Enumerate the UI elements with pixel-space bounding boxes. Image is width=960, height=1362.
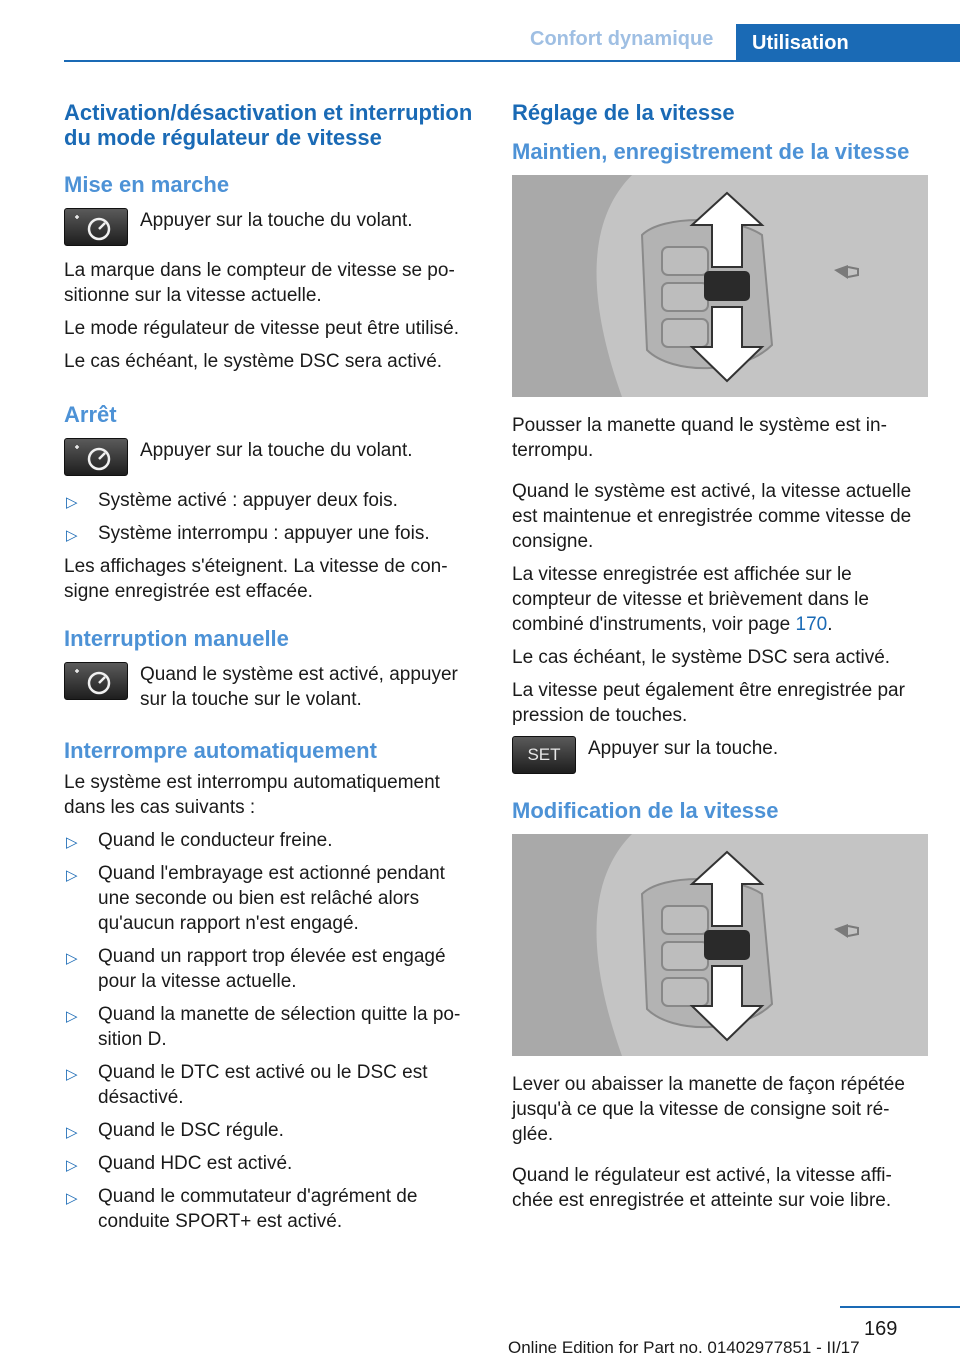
on-paragraph-2: Le mode régulateur de vitesse peut être utilisé. xyxy=(64,318,460,339)
page-number: 169 xyxy=(864,1318,898,1340)
list-item: ▷ Quand la manette de sélection quitte la po-sition D. xyxy=(66,1004,461,1050)
off-paragraph-1: Les affichages s'éteignent. La vitesse de con-signe enregistrée est effacée. xyxy=(64,556,448,602)
triangle-bullet-icon: ▷ xyxy=(66,494,78,511)
cruise-control-button-icon xyxy=(64,438,128,476)
header-rule xyxy=(64,60,736,62)
triangle-bullet-icon: ▷ xyxy=(66,834,78,851)
off-list xyxy=(64,488,480,546)
section-heading-speed: Réglage de la vitesse xyxy=(512,100,735,125)
page-header xyxy=(0,0,960,62)
page-link[interactable]: 170 xyxy=(795,614,828,635)
set-icon-text: Appuyer sur la touche. xyxy=(588,738,779,759)
footer-rule xyxy=(840,1306,960,1308)
triangle-bullet-icon: ▷ xyxy=(66,1124,78,1141)
hold-paragraph-2: Quand le système est activé, la vitesse actuelle est maintenue et enregistrée comme vitesse de consigne. xyxy=(512,481,912,552)
right-column xyxy=(512,100,928,1221)
triangle-bullet-icon: ▷ xyxy=(66,950,78,967)
section-heading-activation: Activation/désactivation et interruption du mode régulateur de vitesse xyxy=(64,100,473,150)
hold-paragraph-4: Le cas échéant, le système DSC sera activé. xyxy=(512,647,891,668)
off-icon-row xyxy=(64,438,480,476)
auto-list xyxy=(64,828,480,1234)
auto-intro: Le système est interrompu automatiquement dans les cas suivants : xyxy=(64,772,440,818)
list-item: ▷ Quand un rapport trop élevée est engagé pour la vitesse actuelle. xyxy=(66,946,446,992)
triangle-bullet-icon: ▷ xyxy=(66,1157,78,1174)
subheading-manual: Interruption manuelle xyxy=(64,626,289,651)
off-icon-text: Appuyer sur la touche du volant. xyxy=(140,440,413,461)
manual-icon-text: Quand le système est activé, appuyer sur la touche sur le volant. xyxy=(140,664,458,710)
on-paragraph-3: Le cas échéant, le système DSC sera activé. xyxy=(64,351,443,372)
hold-paragraph-5: La vitesse peut également être enregistrée par pression de touches. xyxy=(512,680,905,726)
hold-paragraph-1: Pousser la manette quand le système est in-terrompu. xyxy=(512,415,887,461)
set-icon-row xyxy=(512,736,928,774)
subheading-on: Mise en marche xyxy=(64,172,230,197)
on-icon-text: Appuyer sur la touche du volant. xyxy=(140,210,413,231)
subheading-off: Arrêt xyxy=(64,402,117,427)
set-button-icon: SET xyxy=(512,736,576,774)
list-item: ▷ Système activé : appuyer deux fois. xyxy=(64,488,480,513)
list-item: ▷ Quand le commutateur d'agrément de conduite SPORT+ est activé. xyxy=(66,1186,418,1232)
triangle-bullet-icon: ▷ xyxy=(66,1190,78,1207)
hold-paragraph-3: La vitesse enregistrée est affichée sur le compteur de vitesse et brièvement dans le combiné d'instruments, voir page 170. xyxy=(512,564,869,635)
section-title: Confort dynamique xyxy=(530,28,714,50)
change-paragraph-2: Quand le régulateur est activé, la vitesse affi-chée est enregistrée et atteinte sur voie libre. xyxy=(512,1165,892,1211)
on-paragraph-1: La marque dans le compteur de vitesse se po-sitionne sur la vitesse actuelle. xyxy=(64,260,455,306)
subheading-hold: Maintien, enregistrement de la vitesse xyxy=(512,139,910,164)
list-item: ▷ Quand l'embrayage est actionné pendant une seconde ou bien est relâché alors qu'aucun rapport n'est engagé. xyxy=(66,863,445,934)
edition-note: Online Edition for Part no. 01402977851 - II/17 xyxy=(508,1338,860,1357)
subheading-change: Modification de la vitesse xyxy=(512,798,779,823)
triangle-bullet-icon: ▷ xyxy=(66,867,78,884)
subheading-auto: Interrompre automatiquement xyxy=(64,738,377,763)
on-icon-row xyxy=(64,208,480,246)
list-item: ▷ Système interrompu : appuyer une fois. xyxy=(64,521,480,546)
triangle-bullet-icon: ▷ xyxy=(66,1008,78,1025)
triangle-bullet-icon: ▷ xyxy=(66,1066,78,1083)
list-item: ▷ Quand le DSC régule. xyxy=(64,1118,480,1143)
steering-wheel-lever-figure xyxy=(512,175,928,397)
list-item: ▷ Quand le conducteur freine. xyxy=(64,828,480,853)
cruise-control-button-icon xyxy=(64,662,128,700)
list-item: ▷ Quand HDC est activé. xyxy=(64,1151,480,1176)
steering-wheel-lever-figure xyxy=(512,834,928,1056)
left-column xyxy=(64,100,480,1242)
change-paragraph-1: Lever ou abaisser la manette de façon répétée jusqu'à ce que la vitesse de consigne soit ré-glée. xyxy=(512,1074,905,1145)
manual-icon-row xyxy=(64,662,480,712)
cruise-control-button-icon xyxy=(64,208,128,246)
list-item: ▷ Quand le DTC est activé ou le DSC est désactivé. xyxy=(66,1062,428,1108)
triangle-bullet-icon: ▷ xyxy=(66,527,78,544)
chapter-tab: Utilisation xyxy=(736,24,960,62)
